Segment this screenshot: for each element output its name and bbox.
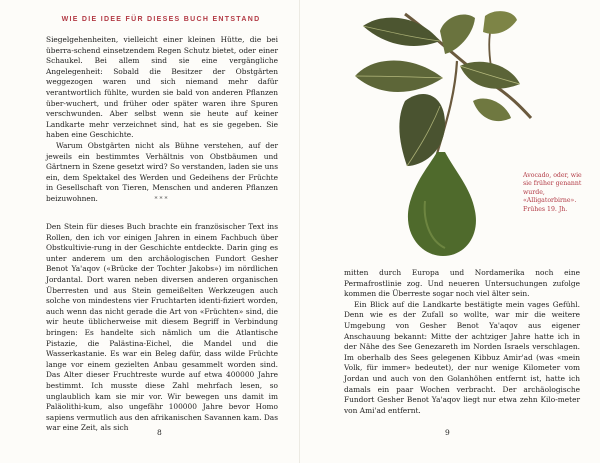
avocado-illustration-icon <box>345 6 535 258</box>
page-number: 8 <box>157 428 162 437</box>
page-number: 9 <box>445 428 450 437</box>
left-text-bottom <box>46 222 278 434</box>
paragraph: mitten durch Europa und Nordamerika noch eine Permafrostlinie zog. Und neueren Untersuchungen zufolge kommen die Überreste sogar noch viel älter sein. <box>344 268 580 299</box>
paragraph: Den Stein für dieses Buch brachte ein französischer Text ins Rollen, den ich vor einigen Jahren in einem Fachbuch über Obstkultivie-rung in der Geschichte entdeckte. Darin ging es unter anderem um den archäologischen Fundort Gesher Benot Ya'aqov («Brücke der Tochter Jakobs») im nördlichen Jordantal. Dort waren neben diversen anderen organischen Überresten und aus Stein gemeißelten Werkzeugen auch solche von mindestens vier Fruchtarten identi-fiziert worden, auch wenn das nicht gerade die Art von «Früchten» sind, die wir heute üblicherweise mit diesem Begriff in Verbindung bringen: Es handelte sich nämlich um die Atlantische Pistazie, die Palästina-Eichel, die Mandel und die Wasserkastanie. Es war ein Beleg dafür, dass wilde Früchte lange vor einem gezielten Anbau gesammelt worden sind. Das Alter dieser Fruchtreste wurde auf etwa 400000 Jahre bestimmt. Ich musste diese Zahl mehrfach lesen, so unglaublich kam sie mir vor. Wir bewegen uns damit im Paläolithi-kum, also ungefähr 100000 Jahre bevor Homo sapiens vermutlich aus den afrikanischen Savannen kam. Das war eine Zeit, als sich <box>46 222 278 433</box>
paragraph: Warum Obstgärten nicht als Bühne verstehen, auf der jeweils ein bestimmtes Verhältnis von Obstbäumen und Gärtnern in Szene gesetzt wird? So verstanden, laden sie uns ein, dem Spektakel des Werden und Gedeihens der Früchte in Gesellschaft von Tieren, Menschen und anderen Pflanzen beizuwohnen. <box>46 140 278 203</box>
paragraph: Ein Blick auf die Landkarte bestätigte mein vages Gefühl. Denn wie es der Zufall so wollte, war mir die weitere Umgebung von Gesher Benot Ya'aqov aus eigener Anschauung bekannt: Mitte der achtziger Jahre hatte ich in der Nähe des See Genezareth im Norden Israels verschlagen. Im oberhalb des Sees gelegenen Kibbuz Amir'ad (was «mein Volk, für immer» bedeutet), der nur wenige Kilometer vom Jordan und auch von den Golanhöhen entfernt ist, hatte ich damals ein paar Wochen verbracht. Der archäologische Fundort Gesher Benot Ya'aqov liegt nur etwa zehn Kilo-meter von Ami'ad entfernt. <box>344 299 580 415</box>
left-text-top <box>46 35 278 205</box>
paragraph: Siegelgehenheiten, vielleicht einer kleinen Hütte, die bei überra-schend einsetzendem Regen Schutz bietet, oder einer Schaukel. Bei allem sind sie eine vergängliche Angelegenheit: Sobald die Besitzer der Obstgärten weggezogen waren und sich niemand mehr dafür verantwortlich fühlte, wurden sie bald von anderen Pflanzen über-wuchert, und früher oder später waren ihre Spuren verschwunden. Aber selbst wenn sie heute auf keiner Landkarte mehr verzeichnet sind, hat es sie gegeben. Sie haben eine Geschichte. <box>46 35 278 140</box>
running-header: WIE DIE IDEE FÜR DIESES BUCH ENTSTAND <box>61 16 261 23</box>
illustration-caption: Avocado, oder, wie sie früher genannt wurde, «Alligatorbirne». Frühes 19. Jh. <box>523 172 582 213</box>
right-text <box>344 268 580 416</box>
section-divider: *** <box>154 196 170 203</box>
